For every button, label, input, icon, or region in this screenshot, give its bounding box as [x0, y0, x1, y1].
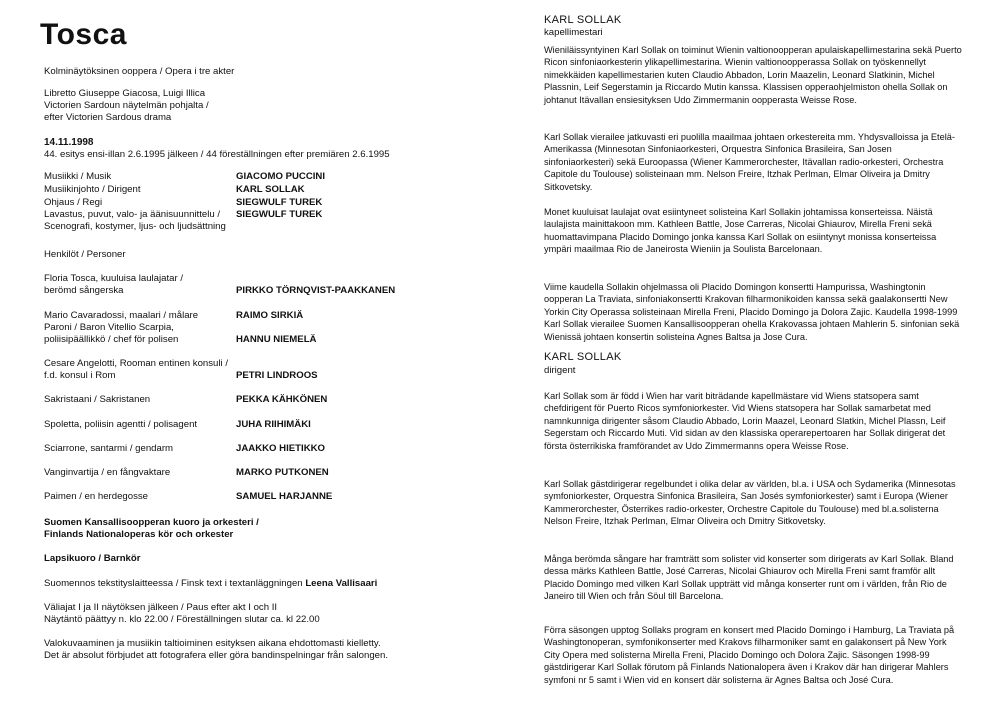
credit-role: Ohjaus / Regi	[44, 197, 103, 208]
credit-name: GIACOMO PUCCINI	[236, 171, 326, 182]
cast-role: Cesare Angelotti, Rooman entinen konsuli /	[44, 358, 228, 369]
cast-role: poliisipäällikkö / chef för polisen	[44, 334, 179, 345]
cast-name: HANNU NIEMELÄ	[236, 334, 317, 345]
credit-role: Scenografi, kostymer, ljus- och ljudsättning	[44, 221, 226, 232]
bio-subheading-sv: dirigent	[544, 365, 576, 376]
libretto-line: efter Victorien Sardous drama	[44, 112, 172, 123]
bio-subheading-fi: kapellimestari	[544, 27, 603, 38]
intermission-line: Näytäntö päättyy n. klo 22.00 / Föreställningen slutar ca. kl 22.00	[44, 614, 320, 625]
cast-role: Paimen / en herdegosse	[44, 491, 148, 502]
cast-name: JAAKKO HIETIKKO	[236, 443, 326, 454]
bio-paragraph-fi: Viime kaudella Sollakin ohjelmassa oli Placido Domingon konsertti Hampurissa, Washingtonin oopperan La Traviata, sinfoniakonsertti Krakovan filharmonikoiden kanssa sekä gaalakonsertti New Yorkin City Operassa solisteinaan Mirella Freni, Placido Domingo ja Dolora Zajic. Kaudella 1998-1999 Karl Sollak vierailee Suomen Kansallisoopperan ohella Krakovassa johtaen Mahlerin 5. sinfonian sekä Wienissä johtaen konsertin solisteina Agnes Baltsa ja Jose Cura.	[544, 282, 960, 342]
cast-role: Sciarrone, santarmi / gendarm	[44, 443, 174, 454]
bio-paragraph-fi: Karl Sollak vierailee jatkuvasti eri puolilla maailmaa johtaen orkestereita mm. Yhdysvalloissa ja Etelä-Amerikassa (Minnesotan Sinfoniaorkesteri, Orquestra Sinfonica Brasileira, San Josen sinfoniaorkesteri) sekä Euroopassa (Wiener Kammerorchester, Itävallan radio-orkesteri, Orchestra Capitole du Toulouse) solisteinaan mm. Nelson Freire, Itzhak Perlman, Elmar Oliveira ja Dmitry Sitkovetsky.	[544, 132, 955, 192]
chorus-line: Suomen Kansallisoopperan kuoro ja orkesteri /	[44, 517, 259, 528]
subtitles-credit	[44, 578, 377, 590]
cast-role: Sakristaani / Sakristanen	[44, 394, 151, 405]
photo-notice: Det är absolut förbjudet att fotografera eller göra bandinspelningar från salongen.	[44, 650, 388, 661]
persons-heading: Henkilöt / Personer	[44, 249, 126, 260]
opera-subtitle: Kolminäytöksinen ooppera / Opera i tre akter	[44, 66, 235, 77]
cast-name: PEKKA KÄHKÖNEN	[236, 394, 328, 405]
cast-name: MARKO PUTKONEN	[236, 467, 329, 478]
subtitles-name: Leena Vallisaari	[305, 578, 378, 589]
cast-name: PIRKKO TÖRNQVIST-PAAKKANEN	[236, 285, 396, 296]
cast-role: Paroni / Baron Vitellio Scarpia,	[44, 322, 174, 333]
performance-date: 14.11.1998	[44, 137, 94, 148]
cast-name: JUHA RIIHIMÄKI	[236, 419, 311, 430]
performance-count: 44. esitys ensi-illan 2.6.1995 jälkeen / 44 föreställningen efter premiären 2.6.1995	[44, 149, 390, 160]
libretto-line: Libretto Giuseppe Giacosa, Luigi Illica	[44, 88, 206, 99]
bio-paragraph-sv: Karl Sollak som är född i Wien har varit biträdande kapellmästare vid Wiens statsopera samt chefdirigent för Puerto Ricos symfoniorkester. Vid Wiens statsopera har Sollak samarbetat med namnkunniga dirigenter såsom Claudio Abbado, Lorin Maazel, Leonard Slatkin, Michel Plassn, Leif Segerstam och Riccardo Muti. Vid sidan av den klassiska operarepertoaren har Sollak dirigerat det första österrikiska framförandet av Udo Zimmermanns opera Weisse Rose.	[544, 391, 946, 451]
childrens-choir: Lapsikuoro / Barnkör	[44, 553, 141, 564]
credit-name: SIEGWULF TUREK	[236, 209, 323, 220]
libretto-line: Victorien Sardoun näytelmän pohjalta /	[44, 100, 209, 111]
photo-notice: Valokuvaaminen ja musiikin taltioiminen esityksen aikana ehdottomasti kielletty.	[44, 638, 381, 649]
right-page	[500, 0, 1000, 703]
cast-name: SAMUEL HARJANNE	[236, 491, 333, 502]
cast-name: RAIMO SIRKIÄ	[236, 310, 304, 321]
intermission-line: Väliajat I ja II näytöksen jälkeen / Paus efter akt I och II	[44, 602, 278, 613]
chorus-line: Finlands Nationaloperas kör och orkester	[44, 529, 234, 540]
credit-name: KARL SOLLAK	[236, 184, 305, 195]
cast-role: f.d. konsul i Rom	[44, 370, 116, 381]
credit-role: Lavastus, puvut, valo- ja äänisuunnittelu /	[44, 209, 220, 220]
cast-role: Floria Tosca, kuuluisa laulajatar /	[44, 273, 184, 284]
bio-paragraph-fi: Wieniläissyntyinen Karl Sollak on toiminut Wienin valtionoopperan apulaiskapellimestarina sekä Puerto Ricon sinfoniaorkesterin ylikapellimestarina. Wienin valtionoopperassa Sollak on työskennellyt nimekkäiden kapellimestarien kuten Claudio Abbadon, Lorin Maazelin, Leonard Slatkinin, Michel Plassnin, Leif Segerstamin ja Riccardo Mutin kanssa. Klassisen opperaohjelmiston ohella Sollak on johtanut Itävallan ensiesityksen Udo Zimmermanin oopperasta Weisse Rose.	[544, 45, 962, 105]
cast-role: Spoletta, poliisin agentti / polisagent	[44, 419, 198, 430]
cast-role: Mario Cavaradossi, maalari / målare	[44, 310, 199, 321]
credit-role: Musiikinjohto / Dirigent	[44, 184, 141, 195]
credit-role: Musiikki / Musik	[44, 171, 112, 182]
subtitles-text: Suomennos tekstityslaitteessa / Finsk text i textanläggningen	[44, 578, 303, 589]
cast-name: PETRI LINDROOS	[236, 370, 318, 381]
page-title: Tosca	[40, 18, 127, 51]
credit-name: SIEGWULF TUREK	[236, 197, 323, 208]
cast-role: berömd sångerska	[44, 285, 124, 296]
bio-heading-fi: KARL SOLLAK	[544, 14, 622, 26]
bio-paragraph-sv: Förra säsongen upptog Sollaks program en konsert med Placido Domingo i Hamburg, La Traviata på Washingtonoperan, symfonikonserter med Krakovs filharmoniker samt en galakonsert på New York City Opera med solisterna Mirella Freni, Placido Domingo och Dolora Zajic. Säsongen 1998-99 gästdirigerar Karl Sollak förutom på Finlands Nationalopera även i Krakov där han dirigerar Mahlers symfoni nr 5 samt i Wien vid en konsert där solisterna är Agnes Baltsa och José Cura.	[544, 625, 955, 685]
bio-paragraph-sv: Karl Sollak gästdirigerar regelbundet i olika delar av världen, bl.a. i USA och Sydamerika (Minnesotas symfoniorkester, Orquestra Sinfonica Brasileira, San Josés symfoniorkester) samt i Europa (Wiener Kammerorchester, Österrikes radio-orkester, Orchestre Capitole du Toulouse) med bl.a.solisterna Nelson Freire, Itzhak Perlman, Elmar Oliveira och Dmitry Sitkovetsky.	[544, 479, 956, 527]
cast-role: Vanginvartija / en fångvaktare	[44, 467, 171, 478]
bio-paragraph-fi: Monet kuuluisat laulajat ovat esiintyneet solisteina Karl Sollakin johtamissa konserteissa. Näistä laulajista mainittakoon mm. Kathleen Battle, Jose Carreras, Nicolai Ghiaurov, Mirella Freni sekä huomattavimpana Placido Domingo jonka kanssa Karl Sollak on esiintynyt monissa konserteissa ympäri maailmaa Rio de Janeirosta Wieniin ja Soulista Barcelonaan.	[544, 207, 937, 255]
bio-heading-sv: KARL SOLLAK	[544, 351, 622, 363]
bio-paragraph-sv: Många berömda sångare har framträtt som solister vid konserter som dirigerats av Karl Sollak. Bland dessa märks Kathleen Battle, José Carreras, Nicolai Ghiaurov och Mirella Freni samt framför allt Placido Domingo med vilken Karl Sollak uppträtt vid många konserter runt om i världen, från Rio de Janeiro till Wien och från Söul till Barcelona.	[544, 554, 954, 602]
